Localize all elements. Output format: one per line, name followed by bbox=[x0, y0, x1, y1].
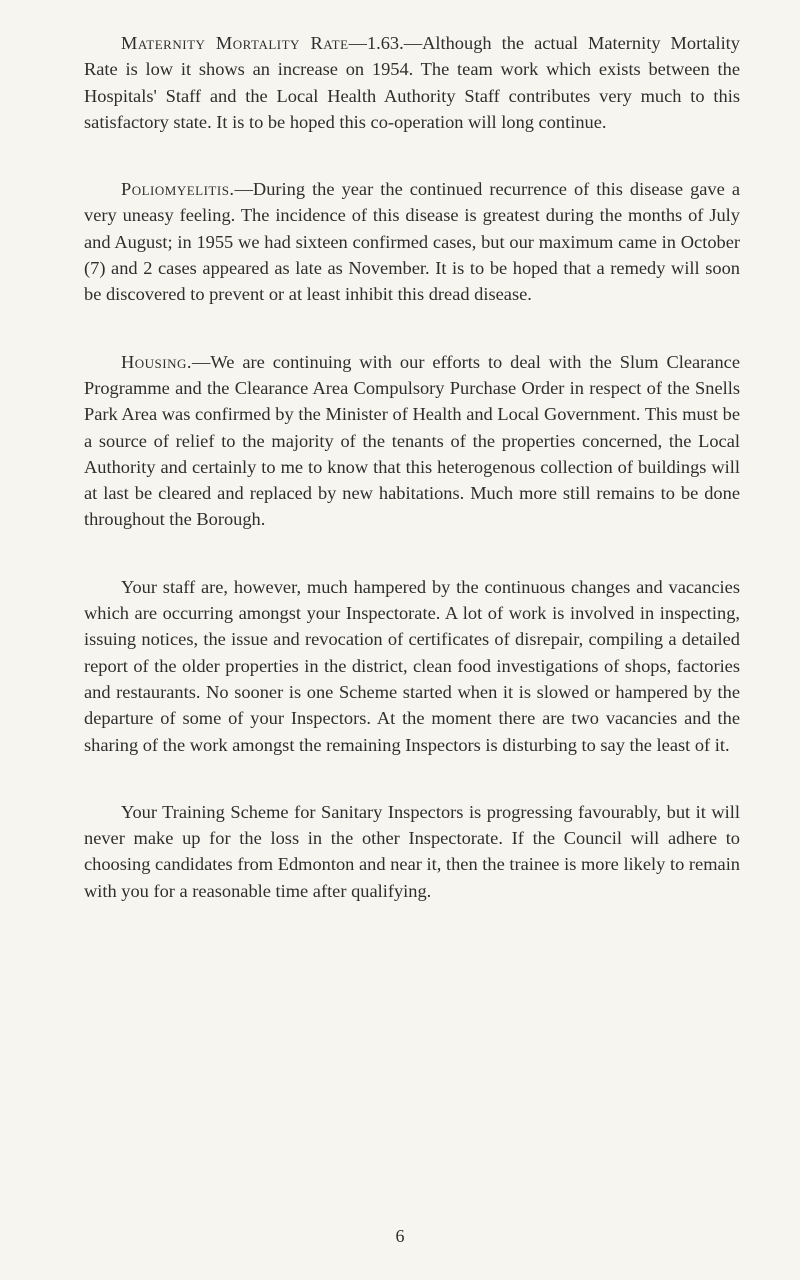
paragraph-heading: Maternity Mortality Rate bbox=[121, 33, 349, 53]
paragraph-training-scheme bbox=[84, 799, 740, 904]
paragraph-body: —We are continuing with our efforts to deal with the Slum Clearance Programme and the Clearance Area Compulsory Purchase Order in respect of the Snells Park Area was confirmed by the Minister of Health and Local Government. This must be a source of relief to the majority of the tenants of the properties concerned, the Local Authority and certainly to me to know that this heterogenous collection of buildings will at last be cleared and replaced by new habitations. Much more still remains to be done throughout the Borough. bbox=[84, 351, 740, 530]
paragraph-heading: Poliomyelitis. bbox=[121, 179, 235, 200]
paragraph-body: —1.63.—Although the actual Maternity Mortality Rate is low it shows an increase on 1954. The team work which exists between the Hospitals' Staff and the Local Health Authority Staff contributes very much to this satisfactory state. It is to be hoped this co-operation will long continue. bbox=[84, 33, 740, 132]
page-number: 6 bbox=[395, 1226, 405, 1246]
paragraph-maternity-mortality bbox=[84, 30, 740, 135]
paragraph-staff-vacancies bbox=[84, 574, 740, 758]
paragraph-poliomyelitis bbox=[84, 176, 740, 307]
paragraph-body: —During the year the continued recurrence of this disease gave a very uneasy feeling. The incidence of this disease is greatest during the months of July and August; in 1955 we had sixteen confirmed cases, but our maximum came in October (7) and 2 cases appeared as late as November. It is to be hoped that a remedy will soon be discovered to prevent or at least inhibit this dread disease. bbox=[84, 179, 740, 305]
document-page bbox=[84, 30, 740, 904]
paragraph-heading: Housing. bbox=[121, 351, 192, 372]
paragraph-housing bbox=[84, 349, 740, 533]
paragraph-body: Your Training Scheme for Sanitary Inspectors is progressing favourably, but it will never make up for the loss in the other Inspectorate. If the Council will adhere to choosing candidates from Edmonton and near it, then the trainee is more likely to remain with you for a reasonable time after qualifying. bbox=[84, 801, 740, 901]
paragraph-body: Your staff are, however, much hampered by the continuous changes and vacancies which are occurring amongst your Inspectorate. A lot of work is involved in inspecting, issuing notices, the issue and revocation of certificates of disrepair, compiling a detailed report of the older properties in the district, clean food investigations of shops, factories and restaurants. No sooner is one Scheme started when it is slowed or hampered by the departure of some of your Inspectors. At the moment there are two vacancies and the sharing of the work amongst the remaining Inspectors is disturbing to say the least of it. bbox=[84, 576, 740, 755]
